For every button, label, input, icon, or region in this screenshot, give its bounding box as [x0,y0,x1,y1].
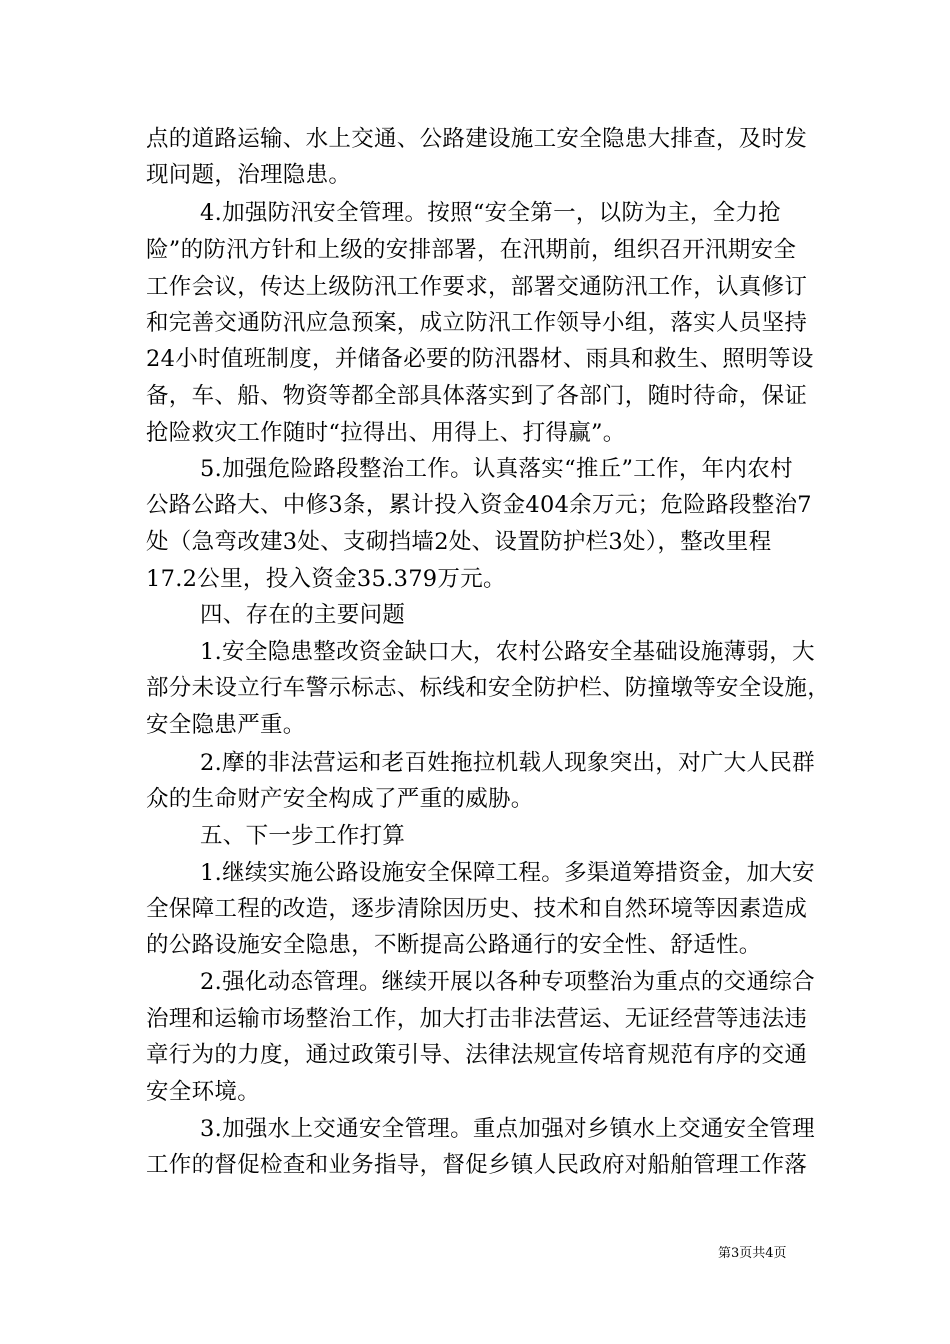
body-line: 抢险救灾工作随时“拉得出、用得上、打得赢”。 [146,420,626,446]
body-line: 险”的防汛方针和上级的安排部署，在汛期前，组织召开汛期安全 [146,237,797,263]
body-line: 现问题，治理隐患。 [146,162,352,188]
body-line: 24小时值班制度，并储备必要的防汛器材、雨具和救生、照明等设 [146,346,814,372]
body-line: 处（急弯改建3处、支砌挡墙2处、设置防护栏3处），整改里程 [146,529,772,555]
page-number: 第3页共4页 [718,1246,787,1261]
paragraph-first-line: 5.加强危险路段整治工作。认真落实“推丘”工作，年内农村 [200,456,793,482]
section-heading: 五、下一步工作打算 [200,823,406,849]
body-line: 全保障工程的改造，逐步清除因历史、技术和自然环境等因素造成 [146,896,808,922]
section-heading: 四、存在的主要问题 [200,602,406,628]
paragraph-first-line: 2.强化动态管理。继续开展以各种专项整治为重点的交通综合 [200,969,815,995]
body-line: 安全隐患严重。 [146,712,306,738]
body-line: 的公路设施安全隐患，不断提高公路通行的安全性、舒适性。 [146,932,762,958]
body-line: 点的道路运输、水上交通、公路建设施工安全隐患大排查，及时发 [146,126,808,152]
body-line: 众的生命财产安全构成了严重的威胁。 [146,786,534,812]
paragraph-first-line: 1.安全隐患整改资金缺口大，农村公路安全基础设施薄弱，大 [200,639,815,665]
body-line: 17.2公里，投入资金35.379万元。 [146,566,506,592]
body-line: 部分未设立行车警示标志、标线和安全防护栏、防撞墩等安全设施， [146,675,831,701]
body-line: 安全环境。 [146,1079,261,1105]
body-line: 备，车、船、物资等都全部具体落实到了各部门，随时待命，保证 [146,383,808,409]
body-line: 和完善交通防汛应急预案，成立防汛工作领导小组，落实人员坚持 [146,310,808,336]
body-line: 治理和运输市场整治工作，加大打击非法营运、无证经营等违法违 [146,1006,808,1032]
body-line: 工作会议，传达上级防汛工作要求，部署交通防汛工作，认真修订 [146,274,808,300]
body-line: 公路公路大、中修3条，累计投入资金404余万元；危险路段整治7 [146,492,812,518]
body-line: 工作的督促检查和业务指导，督促乡镇人民政府对船舶管理工作落 [146,1152,808,1178]
paragraph-first-line: 3.加强水上交通安全管理。重点加强对乡镇水上交通安全管理 [200,1116,815,1142]
paragraph-first-line: 1.继续实施公路设施安全保障工程。多渠道筹措资金，加大安 [200,860,815,886]
paragraph-first-line: 4.加强防汛安全管理。按照“安全第一，以防为主，全力抢 [200,200,782,226]
paragraph-first-line: 2.摩的非法营运和老百姓拖拉机载人现象突出，对广大人民群 [200,750,815,776]
body-line: 章行为的力度，通过政策引导、法律法规宣传培育规范有序的交通 [146,1042,808,1068]
